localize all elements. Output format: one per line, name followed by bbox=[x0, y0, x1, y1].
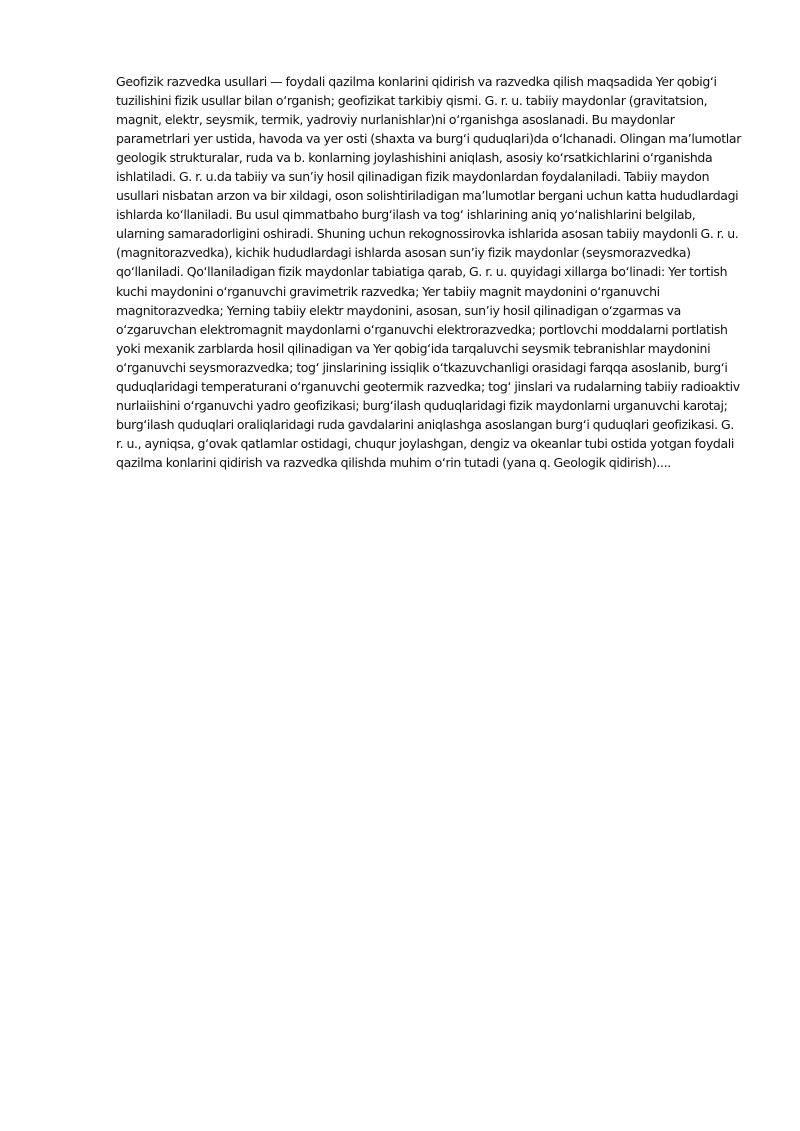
body-paragraph: Geofizik razvedka usullari — foydali qazilma konlarini qidirish va razvedka qilish maqsadida Yer qobig‘i tuzilishini fizik usullar bilan o‘rganish; geofizikat tarkibiy qismi. G. r. u. tabiiy maydonlar (gravitatsion, magnit, elektr, seysmik, termik, yadroviy nurlanishlar)ni o‘rganishga asoslanadi. Bu maydonlar parametrlari yer ustida, havoda va yer osti (shaxta va burg‘i quduqlari)da o‘lchanadi. Olingan ma’lumotlar geologik strukturalar, ruda va b. konlarning joylashishini aniqlash, asosiy ko‘rsatkichlarini o‘rganishda ishlatiladi. G. r. u.da tabiiy va sun’iy hosil qilinadigan fizik maydonlardan foydalaniladi. Tabiiy maydon usullari nisbatan arzon va bir xildagi, oson solishtiriladigan ma’lumotlar bergani uchun katta hududlardagi ishlarda ko‘llaniladi. Bu usul qimmatbaho burg‘ilash va tog‘ ishlarining aniq yo‘nalishlarini belgilab, ularning samaradorligini oshiradi. Shuning uchun rekognossirovka ishlarida asosan tabiiy maydonli G. r. u. (magnitorazvedka), kichik hududlardagi ishlarda asosan sun’iy fizik maydonlar (seysmorazvedka) qo‘llaniladi. Qo‘llaniladigan fizik maydonlar tabiatiga qarab, G. r. u. quyidagi xillarga bo‘linadi: Yer tortish kuchi maydonini o‘rganuvchi gravimetrik razvedka; Yer tabiiy magnit maydonini o‘rganuvchi magnitorazvedka; Yerning tabiiy elektr maydonini, asosan, sun’iy hosil qilinadigan o‘zgarmas va o‘zgaruvchan elektromagnit maydonlarni o‘rganuvchi elektrorazvedka; portlovchi moddalarni portlatish yoki mexanik zarblarda hosil qilinadigan va Yer qobig‘ida tarqaluvchi seysmik tebranishlar maydonini o‘rganuvchi seysmorazvedka; tog‘ jinslarining issiqlik o‘tkazuvchanligi orasidagi farqqa asoslanib, burg‘i quduqlaridagi temperaturani o‘rganuvchi geotermik razvedka; tog‘ jinslari va rudalarning tabiiy radioaktiv nurlaiishini o‘rganuvchi yadro geofizikasi; burg‘ilash quduqlaridagi fizik maydonlarni urganuvchi karotaj; burg‘ilash quduqlari oraliqlaridagi ruda gavdalarini aniqlashga asoslangan burg‘i quduqlari geofizikasi. G. r. u., ayniqsa, g‘ovak qatlamlar ostidagi, chuqur joylashgan, dengiz va okeanlar tubi ostida yotgan foydali qazilma konlarini qidirish va razvedka qilishda muhim o‘rin tutadi (yana q. Geologik qidirish).... bbox=[116, 74, 741, 470]
